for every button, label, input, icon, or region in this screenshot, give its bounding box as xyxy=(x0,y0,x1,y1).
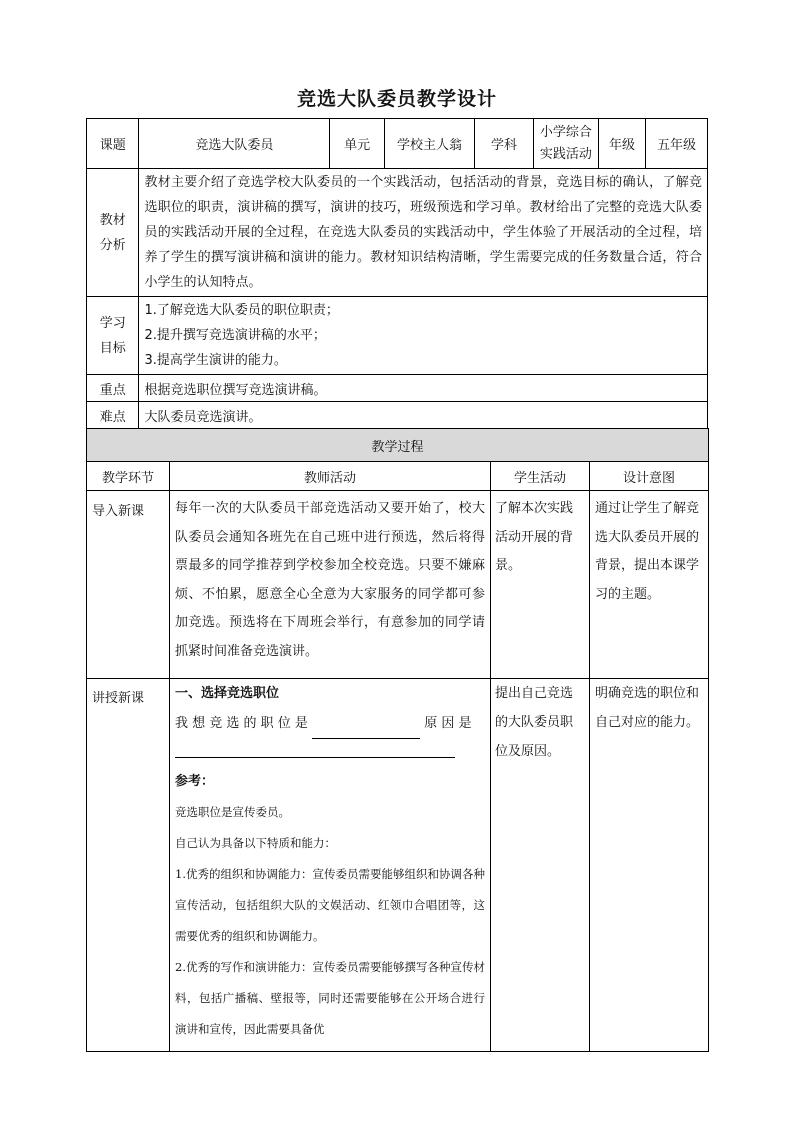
difficulty-text: 大队委员竞选演讲。 xyxy=(139,402,708,429)
intro-design-intent: 通过让学生了解竞选大队委员开展的背景，提出本课学习的主题。 xyxy=(590,491,709,679)
intro-teacher-activity: 每年一次的大队委员干部竞选活动又要开始了，校大队委员会通知各班先在自己班中进行预选，然后将得票最多的同学推荐到学校参加全校竞选。只要不嫌麻烦、不怕累，愿意全心全意为大家服务的同学都可参加竞选。预选将在下周班会举行，有意参加的同学请抓紧时间准备竞选演讲。 xyxy=(170,491,491,679)
fill-in-line xyxy=(175,708,485,739)
analysis-label-line1: 教材 xyxy=(99,212,126,228)
position-blank xyxy=(312,708,420,739)
intro-student-activity: 了解本次实践活动开展的背景。 xyxy=(491,491,590,679)
grade-label: 年级 xyxy=(598,119,645,169)
subject-label: 学科 xyxy=(475,119,534,169)
column-teacher: 教师活动 xyxy=(170,462,491,491)
difficulty-label: 难点 xyxy=(87,402,139,429)
document-title: 竞选大队委员教学设计 xyxy=(296,88,497,110)
subject-value xyxy=(533,119,598,169)
key-point-text: 根据竞选职位撰写竞选演讲稿。 xyxy=(139,375,708,402)
analysis-label xyxy=(87,169,139,297)
objectives-label-line2: 目标 xyxy=(99,340,126,356)
column-stage: 教学环节 xyxy=(87,462,170,491)
objectives-label-line1: 学习 xyxy=(99,315,126,331)
objective-item: 2.提升撰写竞选演讲稿的水平； xyxy=(144,328,326,343)
intro-row xyxy=(87,491,709,679)
objectives-row xyxy=(87,297,708,375)
difficulty-row xyxy=(87,402,708,429)
lecture-design-intent: 明确竞选的职位和自己对应的能力。 xyxy=(590,679,709,1052)
topic-label: 课题 xyxy=(87,119,139,169)
lesson-info-table xyxy=(86,118,708,429)
reference-line: 1.优秀的组织和协调能力：宣传委员需要能够组织和协调各种宣传活动，包括组织大队的文娱活动、红领巾合唱团等，这需要优秀的组织和协调能力。 xyxy=(175,867,485,943)
column-student: 学生活动 xyxy=(491,462,590,491)
reference-label: 参考： xyxy=(175,774,215,789)
column-intent: 设计意图 xyxy=(590,462,709,491)
process-header-row xyxy=(87,429,709,462)
process-columns-row xyxy=(87,462,709,491)
topic-value: 竞选大队委员 xyxy=(139,119,330,169)
process-header: 教学过程 xyxy=(87,429,709,462)
lecture-student-activity: 提出自己竞选的大队委员职位及原因。 xyxy=(491,679,590,1052)
reason-line xyxy=(175,739,485,761)
unit-value: 学校主人翁 xyxy=(384,119,474,169)
reference-line: 竞选职位是宣传委员。 xyxy=(175,805,290,819)
objective-item: 1.了解竞选大队委员的职位职责； xyxy=(144,303,339,318)
subject-value-line2: 实践活动 xyxy=(539,146,592,162)
lecture-stage: 讲授新课 xyxy=(87,679,170,1052)
grade-value: 五年级 xyxy=(646,119,708,169)
key-point-row xyxy=(87,375,708,402)
analysis-label-line2: 分析 xyxy=(99,237,126,253)
analysis-row xyxy=(87,169,708,297)
reference-line: 自己认为具备以下特质和能力： xyxy=(175,836,336,850)
section-title: 一、选择竞选职位 xyxy=(175,686,280,701)
reason-blank xyxy=(175,739,455,758)
intro-stage: 导入新课 xyxy=(87,491,170,679)
fill-prefix: 我 想 竞 选 的 职 位 是 xyxy=(175,716,308,731)
reference-line: 2.优秀的写作和演讲能力：宣传委员需要能够撰写各种宣传材料，包括广播稿、壁报等，同时还需要能够在公开场合进行演讲和宣传，因此需要具备优 xyxy=(175,960,485,1036)
lecture-row xyxy=(87,679,709,1052)
objective-item: 3.提高学生演讲的能力。 xyxy=(144,353,287,368)
header-row xyxy=(87,119,708,169)
teaching-process-table xyxy=(86,428,709,1052)
key-point-label: 重点 xyxy=(87,375,139,402)
fill-middle: 原 因 是 xyxy=(424,716,472,731)
subject-value-line1: 小学综合 xyxy=(539,124,592,140)
unit-label: 单元 xyxy=(330,119,385,169)
objectives-label xyxy=(87,297,139,375)
objectives-list xyxy=(139,297,708,375)
lecture-teacher-activity xyxy=(170,679,491,1052)
analysis-text: 教材主要介绍了竞选学校大队委员的一个实践活动，包括活动的背景，竞选目标的确认，了解竞选职位的职责，演讲稿的撰写，演讲的技巧，班级预选和学习单。教材给出了完整的竞选大队委员的实践活动开展的全过程，在竞选大队委员的实践活动中，学生体验了开展活动的全过程，培养了学生的撰写演讲稿和演讲的能力。教材知识结构清晰，学生需要完成的任务数量合适，符合小学生的认知特点。 xyxy=(139,169,708,297)
